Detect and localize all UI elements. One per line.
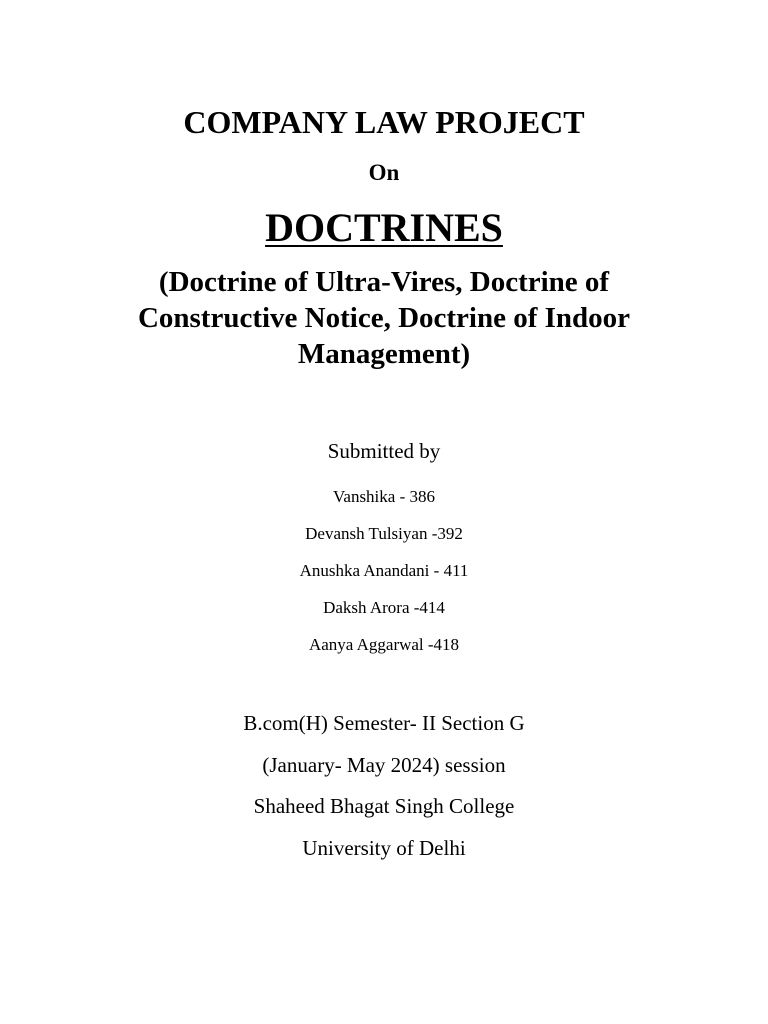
member-entry: Vanshika - 386: [333, 487, 435, 506]
subtitle-line: Management): [297, 338, 471, 370]
member-list: [0, 478, 768, 663]
college-line: Shaheed Bhagat Singh College: [253, 794, 515, 818]
member-entry: Anushka Anandani - 411: [299, 561, 469, 580]
member-entry: Aanya Aggarwal -418: [308, 635, 460, 654]
course-line: B.com(H) Semester- II Section G: [243, 711, 525, 735]
subtitle-line: (Doctrine of Ultra-Vires, Doctrine of: [158, 266, 610, 298]
university-line: University of Delhi: [302, 835, 466, 860]
project-title: COMPANY LAW PROJECT: [183, 104, 585, 140]
institution-details: [0, 703, 768, 869]
on-label: On: [368, 160, 400, 185]
member-entry: Devansh Tulsiyan -392: [305, 524, 463, 543]
submitted-by-label: Submitted by: [327, 439, 441, 463]
session-line: (January- May 2024) session: [262, 752, 506, 777]
subtitle-line: Constructive Notice, Doctrine of Indoor: [137, 302, 631, 334]
member-entry: Daksh Arora -414: [323, 598, 445, 617]
doctrines-subtitle: [0, 264, 768, 372]
doctrines-heading: DOCTRINES: [265, 205, 503, 250]
